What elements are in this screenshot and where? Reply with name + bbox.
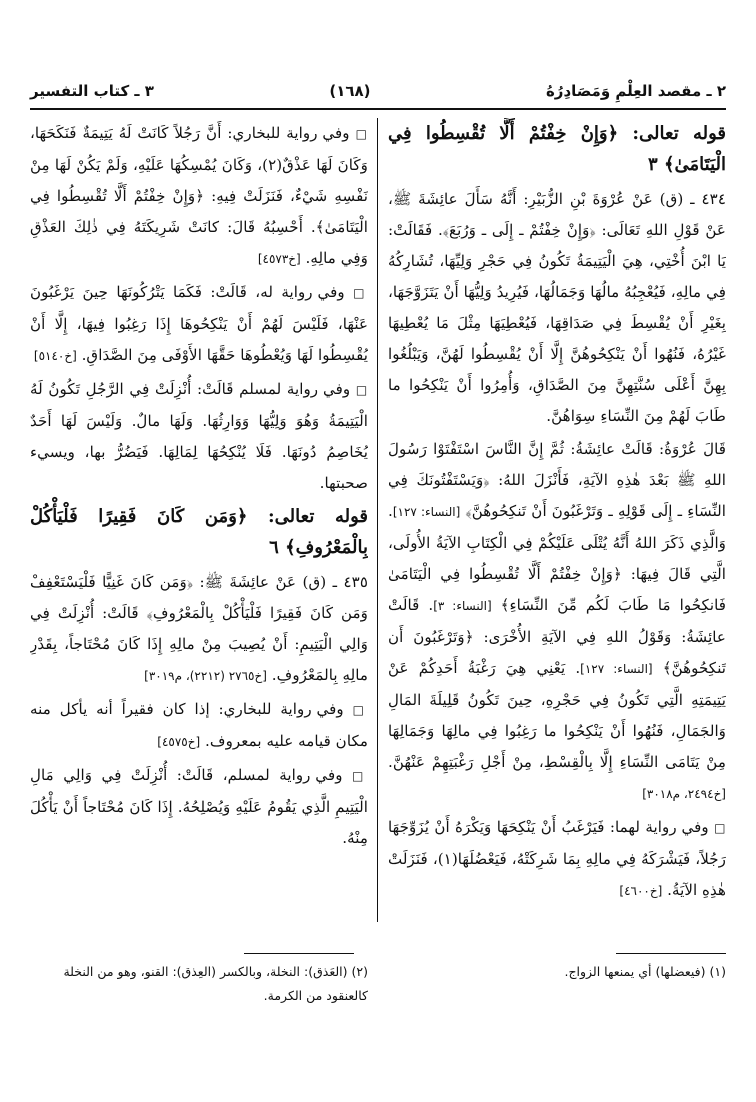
narration-variant: □ وفي رواية لهما: فَيَرْغَبُ أَنْ يَنْكِحَهَا وَيَكْرَهُ أَنْ يُزَوِّجَهَا رَجُلاً، فَيَشْرَكَهُ فِي مالِهِ بِمَا شَرِكَتْهُ، فَيَعْضُلَهَا(١)، فَنَزَلَتْ هٰذِهِ الآيَةُ. [خ٤٦٠٠]: [388, 818, 726, 899]
header-chapter-right: ٢ ـ مقصد العِلْمِ وَمَصَادِرُهُ: [545, 82, 726, 100]
hadith-434: ٤٣٤ ـ (ق) عَنْ عُرْوَةَ بْنِ الزُّبَيْرِ: أَنَّهُ سَأَلَ عائِشَةَ ﷺ، عَنْ قَوْلِ اللهِ تَعَالَى: ﴿وَإِنْ خِفْتُمْ ـ إِلَى ـ وَرُبَعَ﴾. فَقَالَتْ: يَا ابْنَ أُخْتِي، هِيَ الْيَتِيمَةُ تَكُونُ فِي حَجْرِ وَلِيِّهَا، تُشَارِكُهُ فِي مالِهِ، فَيُعْجِبُهُ مالُهَا وَجَمَالُهَا، فَيُرِيدُ وَلِيُّهَا أَنْ يَتَزَوَّجَهَا، بِغَيْرِ أَنْ يُقْسِطَ فِي صَدَاقِهَا، فَيُعْطِيَهَا مِثْلَ مَا يُعْطِيهَا غَيْرُهُ، فَنُهُوا أَنْ يَنْكِحُوهُنَّ إِلَّا أَنْ يُقْسِطُوا لَهُنَّ، وَيَبْلُغُوا بِهِنَّ أَعْلَى سُنَّتِهِنَّ مِنَ الصَّدَاقِ، وَأُمِرُوا أَنْ يَنْكِحُوا ما طَابَ لَهُمْ مِنَ النِّسَاءِ سِوَاهُنَّ.: [388, 190, 726, 425]
citation: [خ٤٦٠٠]: [619, 884, 663, 898]
citation: [خ٥١٤٠]: [33, 349, 77, 363]
page-number: (١٦٨): [329, 82, 371, 100]
narration-variant: □ وفي رواية للبخاري: أَنَّ رَجُلاً كَانَتْ لَهُ يَتِيمَةٌ فَنَكَحَهَا، وَكَانَ لَهَا عَذْقٌ(٢)، وَكَانَ يُمْسِكُهَا عَلَيْهِ، وَلَمْ يَكُنْ لَهَا مِنْ نَفْسِهِ شَيْءٌ، فَنَزَلَتْ فِيهِ: ﴿وَإِنْ خِفْتُمْ أَلَّا تُقْسِطُوا فِي الْيَتَامَىٰ﴾. أَحْسِبُهُ قَالَ: كانَتْ شَرِيكَتَهُ فِي ذٰلِكَ العَذْقِ وَفِي مالِهِ. [خ٤٥٧٣]: [30, 124, 368, 267]
box-bullet-icon: □: [353, 286, 368, 300]
citation: [خ٤٥٧٣]: [257, 252, 301, 266]
citation: [النساء: ٣]: [433, 599, 492, 613]
left-column: [30, 118, 368, 942]
hadith-435: ٤٣٥ ـ (ق) عَنْ عائِشَةَ ﷺ: ﴿وَمَن كَانَ غَنِيًّا فَلْيَسْتَعْفِفْ وَمَن كَانَ فَقِيرًا فَلْيَأْكُلْ بِالْمَعْرُوفِ﴾ قَالَتْ: أُنْزِلَتْ فِي وَالِي الْيَتِيمِ: أَنْ يُصِيبَ مِنْ مالِهِ إِذَا كَانَ مُحْتَاجاً، بِقَدْرِ مالِهِ بِالمَعْرُوفِ. [خ٢٧٦٥ (٢٢١٢)، م٣٠١٩]: [30, 573, 368, 684]
header-chapter-left: ٣ ـ كتاب التفسير: [30, 82, 154, 100]
box-bullet-icon: □: [352, 769, 368, 783]
citation: [خ٢٧٦٥ (٢٢١٢)، م٣٠١٩]: [144, 669, 267, 683]
footnote-rule-left: [244, 953, 354, 954]
footnote-1: (١) (فيعضلها) أي يمنعها الزواج.: [564, 964, 726, 979]
box-bullet-icon: □: [355, 127, 368, 141]
hadith-434-continued: قَالَ عُرْوَةُ: قَالَتْ عائِشَةُ: ثُمَّ إِنَّ النَّاسَ اسْتَفْتَوْا رَسُولَ اللهِ ﷺ بَعْدَ هٰذِهِ الآيَةِ، فَأَنْزَلَ اللهُ: ﴿وَيَسْتَفْتُونَكَ فِي النِّسَاءِ ـ إِلَى قَوْلِهِ ـ وَتَرْغَبُونَ أَنْ تَنكِحُوهُنَّ﴾ [النساء: ١٢٧]. وَالَّذِي ذَكَرَ اللهُ أَنَّهُ يُتْلَى عَلَيْكُمْ فِي الْكِتَابِ الآيَةُ الأُولَى، الَّتِي قَالَ فِيهَا: ﴿وَإِنْ خِفْتُمْ أَلَّا تُقْسِطُوا فِي الْيَتَامَىٰ فَانكِحُوا مَا طَابَ لَكُم مِّنَ النِّسَاءِ﴾ [النساء: ٣]. قَالَتْ عائِشَةُ: وَقَوْلُ اللهِ فِي الآيَةِ الأُخْرَى: ﴿وَتَرْغَبُونَ أَن تَنكِحُوهُنَّ﴾ [النساء: ١٢٧]. يَعْنِي هِيَ رَغْبَةُ أَحَدِكُمْ عَنْ يَتِيمَتِهِ الَّتِي تَكُونُ فِي حَجْرِهِ، حِينَ تَكُونُ قَلِيلَةَ المَالِ وَالجَمَالِ، فَنُهُوا أَنْ يَنْكِحُوا ما رَغِبُوا فِي مالِهَا وَجَمَالِهَا مِنْ يَتَامَى النِّسَاءِ إِلَّا بِالْقِسْطِ، مِنْ أَجْلِ رَغْبَتِهِمْ عَنْهُنَّ. [خ٢٤٩٤، م٣٠١٨]: [388, 440, 726, 801]
citation: [خ٤٥٧٥]: [157, 735, 201, 749]
column-divider: [377, 118, 378, 922]
box-bullet-icon: □: [714, 821, 726, 835]
narration-variant: □ وفي رواية لمسلم قَالَتْ: أُنْزِلَتْ فِي الرَّجُلِ تَكُونُ لَهُ الْيَتِيمَةُ وَهُوَ وَلِيُّهَا وَوَارِثُهَا. وَلَهَا مالٌ. وَلَيْسَ لَهَا أَحَدٌ يُخَاصِمُ دُونَهَا. فَلَا يُنْكِحُهَا لِمَالِهَا. فَيَضُرُّ بها، ويسيء صحبتها.: [30, 380, 368, 492]
footnote-2: (٢) (العَذق): النخلة، وبالكسر (العِذق): القنو، وهو من النخلة كالعنقود من الكرمة.: [63, 964, 368, 1003]
footnote-rule-right: [616, 953, 726, 954]
right-column: [388, 118, 726, 942]
section-heading-right: قوله تعالى: ﴿وَإِنْ خِفْتُمْ أَلَّا تُقْسِطُوا فِي الْيَتَامَىٰ﴾ ٣: [388, 123, 726, 175]
section-heading-left: قوله تعالى: ﴿وَمَن كَانَ فَقِيرًا فَلْيَأْكُلْ بِالْمَعْرُوفِ﴾ ٦: [30, 506, 368, 558]
narration-variant: □ وفي رواية للبخاري: إذا كان فقيراً أنه يأكل منه مكان قيامه عليه بمعروف. [خ٤٥٧٥]: [30, 700, 368, 750]
box-bullet-icon: □: [352, 703, 368, 717]
page-header: [30, 78, 726, 104]
box-bullet-icon: □: [355, 383, 368, 397]
narration-variant: □ وفي رواية لمسلم، قَالَتْ: أُنْزِلَتْ فِي وَالِي مَالِ الْيَتِيمِ الَّذِي يَقُومُ عَلَيْهِ وَيُصْلِحُهُ. إِذَا كَانَ مُحْتَاجاً أَنْ يَأْكُلَ مِنْهُ.: [30, 766, 368, 847]
citation: [خ٢٤٩٤، م٣٠١٨]: [642, 787, 726, 801]
citation: [النساء: ١٢٧]: [580, 662, 653, 676]
narration-variant: □ وفي رواية له، قَالَتْ: فَكَمَا يَتْرُكُونَهَا حِينَ يَرْغَبُونَ عَنْهَا، فَلَيْسَ لَهُمْ أَنْ يَنْكِحُوهَا إِذَا رَغِبُوا فِيهَا، إِلَّا أَنْ يُقْسِطُوا لَهَا وَيُعْطُوهَا حَقَّهَا الأَوْفَى مِنَ الصَّدَاقِ. [خ٥١٤٠]: [30, 283, 368, 364]
header-rule: [30, 108, 726, 110]
citation: [النساء: ١٢٧]: [392, 505, 461, 519]
